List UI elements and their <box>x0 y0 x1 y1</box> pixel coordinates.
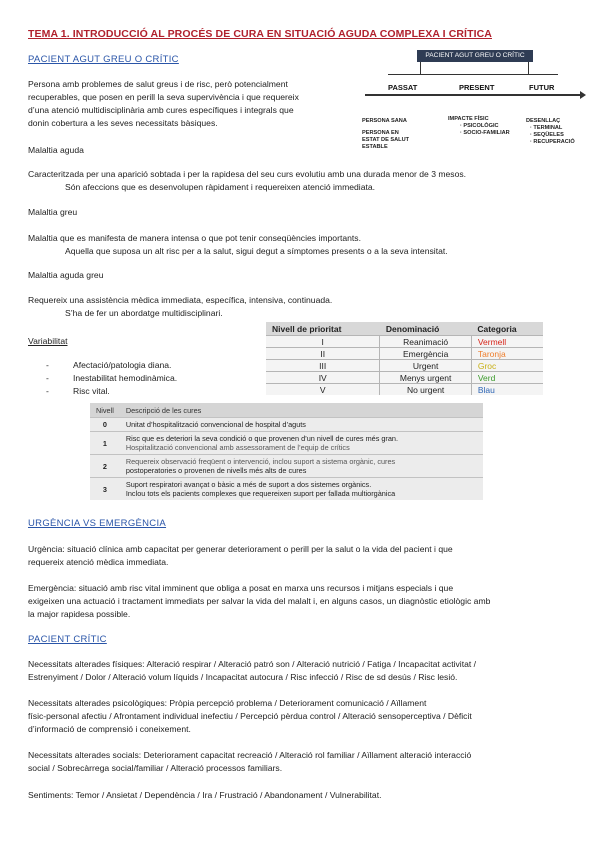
care-description <box>120 455 483 478</box>
care-level: 2 <box>90 455 120 478</box>
past-item: ESTAT DE SALUT <box>362 137 410 143</box>
priority-category: Vermell <box>471 336 543 348</box>
list-item-text: Afectació/patologia diana. <box>73 360 172 370</box>
care-description <box>120 432 483 455</box>
priority-category: Taronja <box>471 348 543 360</box>
malaltia-greu-text <box>28 232 588 258</box>
text-line: donin cobertura a les seves necessitats bàsiques. <box>28 118 218 128</box>
future-items <box>526 118 575 146</box>
malaltia-aguda-text <box>28 168 588 194</box>
table-row <box>266 336 543 348</box>
list-item-text: Inestabilitat hemodinàmica. <box>73 373 178 383</box>
section-heading-pacient-agut: PACIENT AGUT GREU O CRÍTIC <box>28 54 179 65</box>
label-past: PASSAT <box>388 83 418 92</box>
priority-category: Verd <box>471 372 543 384</box>
text-line: Necessitats alterades físiques: Alteració respirar / Alteració patró son / Alteració nutrició / Fatiga / Incapacitat activitat / <box>28 659 477 669</box>
timeline-axis <box>365 94 580 96</box>
text-line: S’ha de fer un abordatge multidisciplinari. <box>65 308 223 318</box>
diagram-connector <box>528 62 529 74</box>
present-item: IMPACTE FÍSIC <box>448 116 489 122</box>
priority-name: Menys urgent <box>380 372 471 384</box>
text-line: la major rapidesa possible. <box>28 609 131 619</box>
label-present: PRESENT <box>459 83 495 92</box>
table-header-row <box>90 403 483 418</box>
pacient-definition <box>28 78 358 130</box>
care-level: 0 <box>90 418 120 432</box>
necessitats-fisiques <box>28 658 593 684</box>
present-items <box>448 116 510 137</box>
care-description <box>120 418 483 432</box>
priority-level: I <box>266 336 380 348</box>
priority-name: Urgent <box>380 360 471 372</box>
text-line: Hospitalització convencional amb assessorament de l’equip de crítics <box>125 443 350 452</box>
present-item: · PSICOLÒGIC <box>460 123 499 129</box>
variabilitat-list <box>46 359 266 398</box>
table-row <box>266 360 543 372</box>
text-line: d’informació de comprensió i coneixement. <box>28 724 191 734</box>
priority-category: Groc <box>471 360 543 372</box>
text-line: Malaltia que es manifesta de manera intensa o que pot tenir conseqüències importants. <box>28 233 361 243</box>
table-row <box>90 432 483 455</box>
text-line: recuperables, que posen en perill la seva supervivència i que requereix <box>28 92 299 102</box>
text-line: Unitat d’hospitalització convencional de hospital d’aguts <box>125 420 306 429</box>
column-header: Denominació <box>380 322 471 336</box>
past-item: ESTABLE <box>362 144 388 150</box>
list-item: - Afectació/patologia diana. <box>46 360 172 370</box>
table-header-row <box>266 322 543 336</box>
future-item: · TERMINAL <box>530 125 563 131</box>
timeline-diagram <box>360 46 585 161</box>
care-level: 3 <box>90 478 120 501</box>
text-line: Inclou tots els pacients complexes que requereixen suport per fallada multiorgànica <box>125 489 396 498</box>
text-line: Necessitats alterades psicològiques: Pròpia percepció problema / Deteriorament comunicació / Aïllament <box>28 698 427 708</box>
text-line: d’una atenció multidisciplinària amb cures específiques i integrals que <box>28 105 294 115</box>
priority-category: Blau <box>471 384 543 396</box>
text-line: Aquella que suposa un alt risc per a la salut, sigui degut a símptomes presents o a la seva intensitat. <box>65 246 448 256</box>
text-line: Urgència: situació clínica amb capacitat per generar deteriorament o perill per la salut o la vida del pacient i que <box>28 544 453 554</box>
priority-level: III <box>266 360 380 372</box>
text-line: Suport respiratori avançat o bàsic a més de suport a dos sistemes orgànics. <box>125 480 372 489</box>
care-description <box>120 478 483 501</box>
priority-level: IV <box>266 372 380 384</box>
heading-malaltia-greu: Malaltia greu <box>28 207 78 217</box>
future-item: · SEQÜELES <box>530 132 564 138</box>
column-header: Descripció de les cures <box>120 403 483 418</box>
priority-name: No urgent <box>380 384 471 396</box>
table-row <box>266 384 543 396</box>
care-level: 1 <box>90 432 120 455</box>
text-line: Són afeccions que es desenvolupen ràpidament i requereixen atenció immediata. <box>65 182 376 192</box>
emergencia-text <box>28 582 588 621</box>
text-line: Requereix observació freqüent o intervenció, inclou suport a sistema orgànic, cures <box>125 457 396 466</box>
diagram-connector <box>388 74 558 75</box>
document-title: TEMA 1. INTRODUCCIÓ AL PROCÉS DE CURA EN SITUACIÓ AGUDA COMPLEXA I CRÍTICA <box>28 28 492 40</box>
priority-level: V <box>266 384 380 396</box>
care-levels-table <box>90 403 483 500</box>
section-heading-pacient-critic: PACIENT CRÍTIC <box>28 634 107 645</box>
column-header: Categoria <box>471 322 543 336</box>
priority-level: II <box>266 348 380 360</box>
section-heading-urgencia: URGÈNCIA VS EMERGÈNCIA <box>28 518 167 529</box>
future-item: · RECUPERACIÓ <box>530 139 575 145</box>
text-line: social / Sobrecàrrega social/familiar / Alteració processos familiars. <box>28 763 283 773</box>
past-items <box>362 118 409 151</box>
text-line: Necessitats alterades socials: Deteriorament capacitat recreació / Alteració rol familiar / Aïllament alteració interacció <box>28 750 472 760</box>
text-line: postoperatories o provenen de nivells més alts de cures <box>125 466 307 475</box>
label-future: FUTUR <box>529 83 555 92</box>
diagram-connector <box>420 62 421 74</box>
priority-table <box>266 322 543 395</box>
heading-variabilitat: Variabilitat <box>28 336 68 346</box>
past-item: PERSONA SANA <box>362 118 407 124</box>
future-item: DESENLLAÇ <box>526 118 561 124</box>
table-row <box>266 372 543 384</box>
heading-malaltia-aguda: Malaltia aguda <box>28 145 84 155</box>
list-item: - Risc vital. <box>46 386 110 396</box>
present-item: · SOCIO-FAMILIAR <box>460 130 510 136</box>
list-item: - Inestabilitat hemodinàmica. <box>46 373 178 383</box>
text-line: Requereix una assistència mèdica immediata, específica, intensiva, continuada. <box>28 295 333 305</box>
sentiments: Sentiments: Temor / Ansietat / Dependència / Ira / Frustració / Abandonament / Vulnerabilitat. <box>28 790 382 800</box>
table-row <box>90 418 483 432</box>
necessitats-socials <box>28 749 593 775</box>
table-row <box>266 348 543 360</box>
text-line: Estrenyiment / Dolor / Alteració volum líquids / Incapacitat autocura / Risc infecció / Risc de sd desús / Risc lesió. <box>28 672 458 682</box>
timeline-arrow-icon <box>580 91 586 99</box>
priority-name: Emergència <box>380 348 471 360</box>
urgencia-text <box>28 543 588 569</box>
heading-malaltia-aguda-greu: Malaltia aguda greu <box>28 270 104 280</box>
text-line: Risc que es deteriori la seva condició o que provenen d’un nivell de cures més gran. <box>125 434 399 443</box>
table-row <box>90 478 483 501</box>
necessitats-psicologiques <box>28 697 593 736</box>
text-line: requereix atenció mèdica immediata. <box>28 557 169 567</box>
text-line: Caracteritzada per una aparició sobtada i per la rapidesa del seu curs evolutiu amb una durada menor de 3 mesos. <box>28 169 467 179</box>
text-line: exigeixen una actuació i tractament immediats per salvar la vida del malalt i, en alguns casos, un diagnòstic etiològic amb <box>28 596 491 606</box>
priority-name: Reanimació <box>380 336 471 348</box>
column-header: Nivell <box>90 403 120 418</box>
text-line: Emergència: situació amb risc vital imminent que obliga a posat en marxa uns recursos i mitjans especials i que <box>28 583 454 593</box>
table-row <box>90 455 483 478</box>
list-item-text: Risc vital. <box>73 386 110 396</box>
malaltia-aguda-greu-text <box>28 294 588 320</box>
text-line: Persona amb problemes de salut greus i de risc, però potencialment <box>28 79 288 89</box>
diagram-header: PACIENT AGUT GREU O CRÍTIC <box>417 50 533 62</box>
column-header: Nivell de prioritat <box>266 322 380 336</box>
text-line: físic-personal afectiu / Afrontament individual inefectiu / Percepció pèrdua control / Alteració sensoperceptiva / Dèficit <box>28 711 472 721</box>
past-item: PERSONA EN <box>362 130 399 136</box>
